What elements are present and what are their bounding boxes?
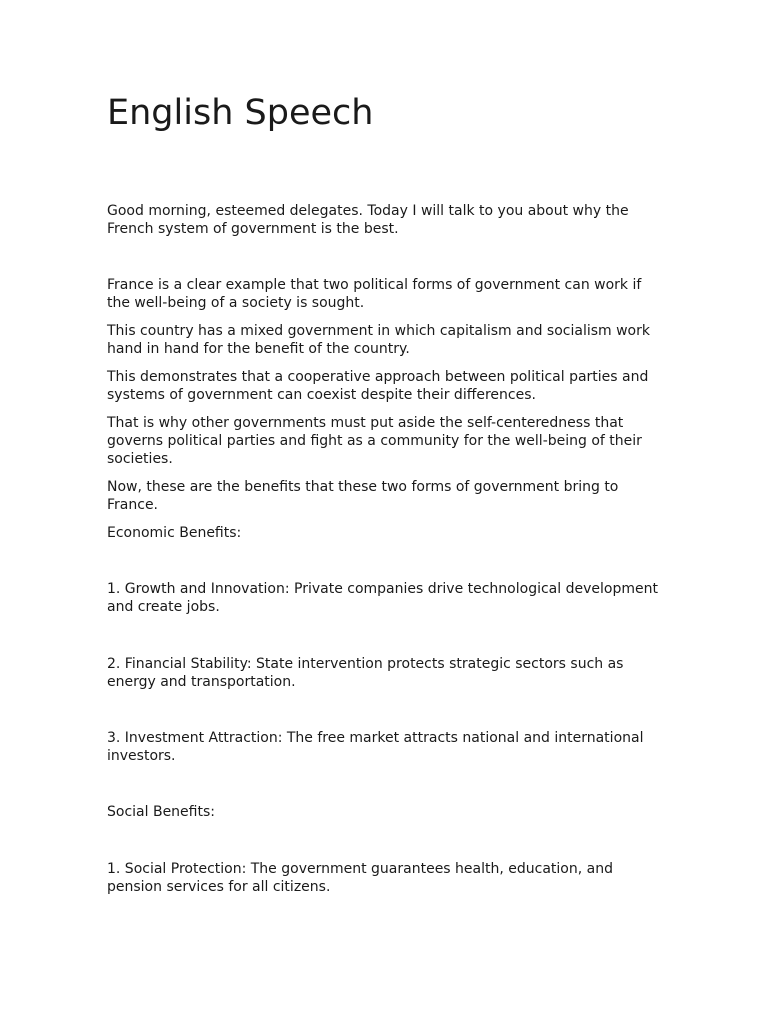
paragraph-benefits-intro: Now, these are the benefits that these two forms of government bring to France. xyxy=(107,479,619,513)
paragraph-france-example: France is a clear example that two political forms of government can work if the well-being of a society is sought. xyxy=(107,277,642,311)
paragraph-mixed-government: This country has a mixed government in which capitalism and socialism work hand in hand for the benefit of the country. xyxy=(107,323,650,357)
heading-social-benefits: Social Benefits: xyxy=(107,804,215,820)
paragraph-greeting: Good morning, esteemed delegates. Today I will talk to you about why the French system of government is the best. xyxy=(107,203,629,237)
list-item-growth: 1. Growth and Innovation: Private companies drive technological development and create jobs. xyxy=(107,581,658,615)
paragraph-cooperation: This demonstrates that a cooperative approach between political parties and systems of government can coexist despite their differences. xyxy=(107,369,649,403)
list-item-financial-stability: 2. Financial Stability: State intervention protects strategic sectors such as energy and transportation. xyxy=(107,656,624,690)
list-item-investment: 3. Investment Attraction: The free market attracts national and international investors. xyxy=(107,730,644,764)
document-page xyxy=(107,0,667,1024)
paragraph-self-centeredness: That is why other governments must put aside the self-centeredness that governs political parties and fight as a community for the well-being of their societies. xyxy=(107,415,642,467)
document-title: English Speech xyxy=(107,93,374,133)
list-item-social-protection: 1. Social Protection: The government guarantees health, education, and pension services for all citizens. xyxy=(107,861,613,895)
heading-economic-benefits: Economic Benefits: xyxy=(107,525,242,541)
